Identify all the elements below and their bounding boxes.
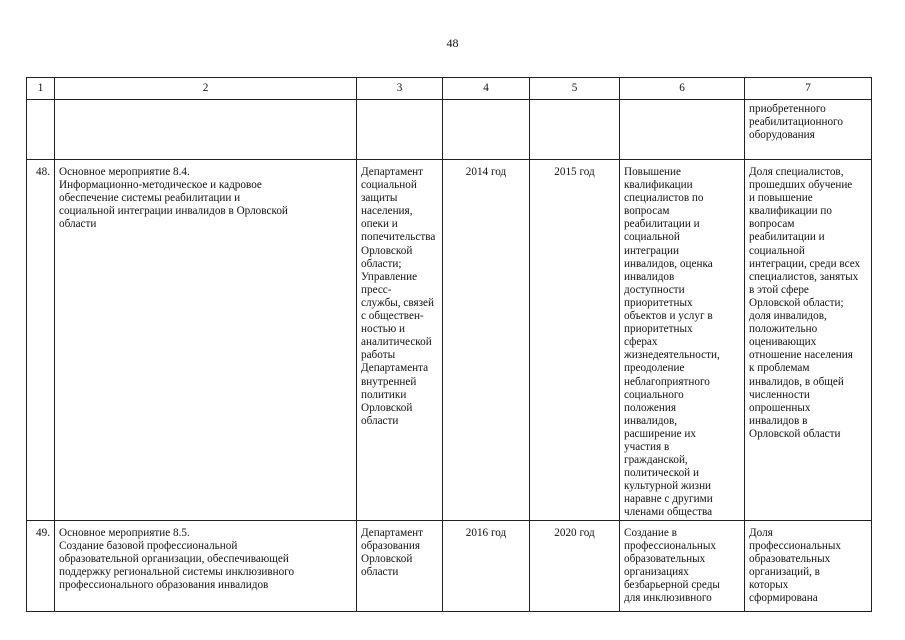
executor-cell: Департамент образования Орловской области — [357, 520, 443, 611]
table-cell — [357, 100, 443, 160]
table-cell — [530, 100, 620, 160]
table-row — [27, 100, 872, 160]
result-cell: Повышение квалификации специалистов по вопросам реабилитации и социальной интеграции инвалидов, оценка инвалидов доступности приоритетных объектов и услуг в приоритетных сферах жизнедеятельности, преодоление неблагоприятного социального положения инвалидов, расширение их участия в гражданской, политической и культурной жизни наравне с другими членами общества — [620, 160, 745, 521]
table-row — [27, 160, 872, 521]
start-year-cell: 2016 год — [443, 520, 530, 611]
header-cell: 6 — [620, 78, 745, 100]
end-year-cell: 2020 год — [530, 520, 620, 611]
indicator-cell: приобретенного реабилитационного оборудования — [745, 100, 872, 160]
table-cell — [443, 100, 530, 160]
header-cell: 2 — [55, 78, 357, 100]
result-cell: Создание в профессиональных образовательных организациях безбарьерной среды для инклюзивного — [620, 520, 745, 611]
table-cell — [27, 100, 55, 160]
row-number-cell: 49. — [27, 520, 55, 611]
page-number: 48 — [446, 36, 459, 50]
table-header-row — [27, 78, 872, 100]
event-cell: Основное мероприятие 8.4. Информационно-методическое и кадровое обеспечение системы реабилитации и социальной интеграции инвалидов в Орловской области — [55, 160, 357, 521]
table-cell — [620, 100, 745, 160]
header-cell: 7 — [745, 78, 872, 100]
indicator-cell: Доля профессиональных образовательных организаций, в которых сформирована — [745, 520, 872, 611]
indicator-cell: Доля специалистов, прошедших обучение и повышение квалификации по вопросам реабилитации и социальной интеграции, среди всех специалистов, занятых в этой сфере Орловской области; доля инвалидов, положительно оценивающих отношение населения к проблемам инвалидов, в общей численности опрошенных инвалидов в Орловской области — [745, 160, 872, 521]
table-row — [27, 520, 872, 611]
header-cell: 5 — [530, 78, 620, 100]
table-cell — [55, 100, 357, 160]
end-year-cell: 2015 год — [530, 160, 620, 521]
event-cell: Основное мероприятие 8.5. Создание базовой профессиональной образовательной организации, обеспечивающей поддержку региональной системы инклюзивного профессионального образования инвалидов — [55, 520, 357, 611]
header-cell: 4 — [443, 78, 530, 100]
start-year-cell: 2014 год — [443, 160, 530, 521]
executor-cell: Департамент социальной защиты населения, опеки и попечительства Орловской области; Управление пресс- службы, связей с обществен- ностью и аналитической работы Департамента внутренней политики Орловской области — [357, 160, 443, 521]
row-number-cell: 48. — [27, 160, 55, 521]
header-cell: 3 — [357, 78, 443, 100]
header-cell: 1 — [27, 78, 55, 100]
document-table — [26, 77, 872, 612]
